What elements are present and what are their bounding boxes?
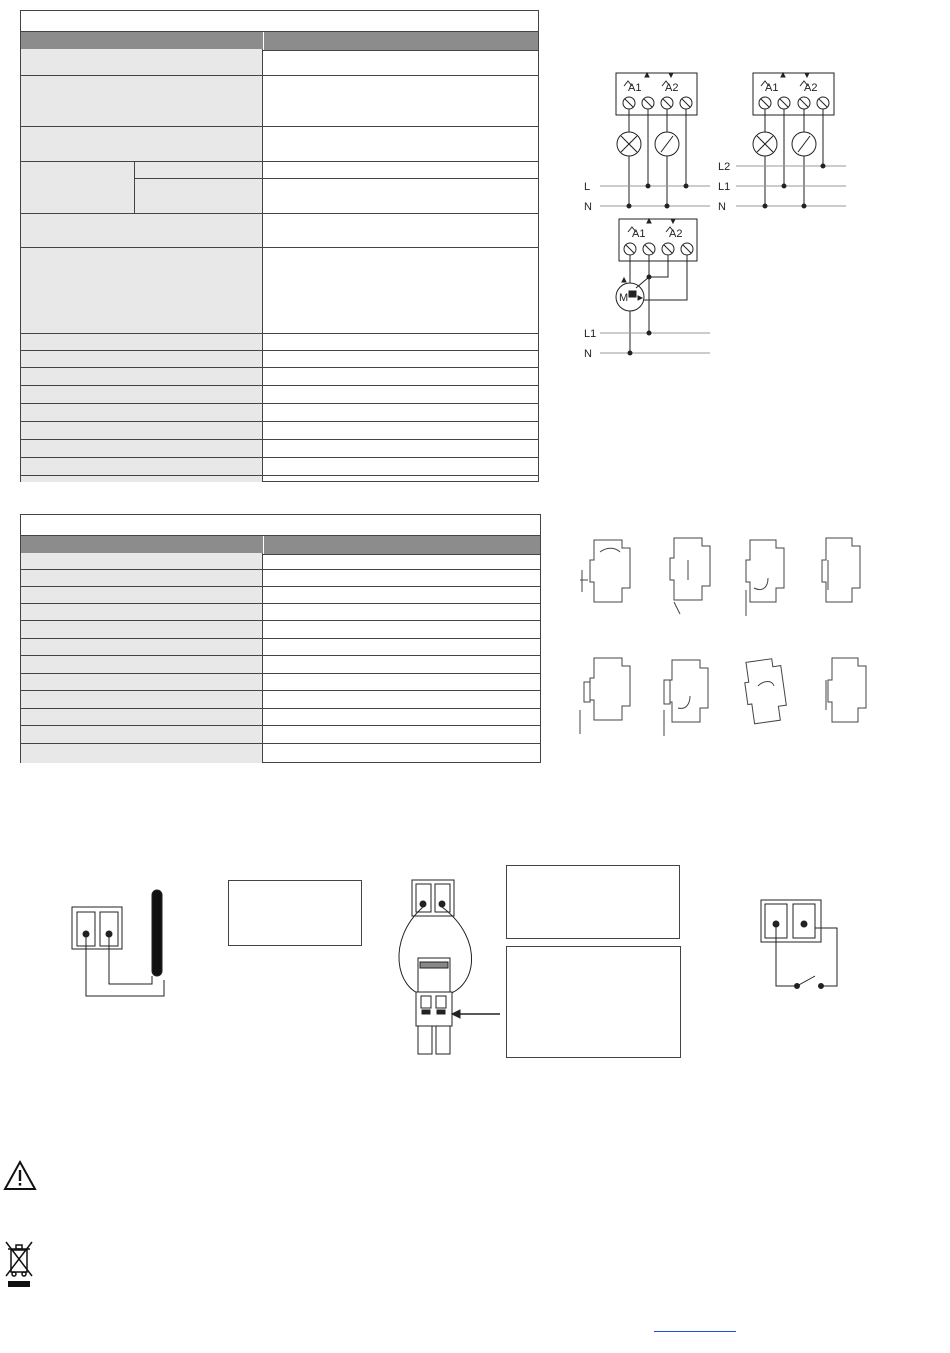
table-header (21, 31, 538, 51)
specification-table (20, 514, 541, 763)
note-box (506, 946, 681, 1058)
note-box (506, 865, 680, 939)
table-row (21, 386, 538, 404)
mounting-step-8 (826, 658, 866, 722)
crossed-bin-icon (2, 1238, 36, 1290)
terminal-label-a1: A1 (632, 228, 646, 240)
table-row (21, 674, 540, 691)
mounting-step-5 (580, 658, 630, 734)
table-row (21, 553, 540, 570)
table-row (21, 691, 540, 709)
mounting-step-6 (664, 660, 708, 736)
terminal-label-a1: A1 (628, 82, 642, 94)
table-row (21, 334, 538, 351)
table-row (21, 744, 540, 763)
motor-label: M (619, 292, 629, 304)
table-row (21, 49, 538, 76)
terminal-label-a1: A1 (765, 82, 779, 94)
table-row (21, 248, 538, 334)
table-row (21, 404, 538, 422)
table-row (21, 368, 538, 386)
table-row-group (21, 162, 263, 214)
mounting-step-7 (742, 658, 788, 725)
table-row (21, 458, 538, 476)
lighting-wiring-diagram (584, 73, 710, 213)
line-label-l2: L2 (718, 161, 731, 173)
line-label-n: N (584, 201, 592, 213)
note-box (228, 880, 362, 946)
technical-data-table (20, 10, 539, 482)
switch-connection-diagram (755, 890, 855, 1000)
website-link[interactable] (654, 1331, 736, 1332)
motor-wiring-diagram (584, 219, 710, 360)
line-label-n: N (584, 348, 592, 360)
line-label-n: N (718, 201, 726, 213)
table-row (21, 76, 538, 127)
bridge-module-diagram (396, 870, 506, 1060)
terminal-label-a2: A2 (669, 228, 683, 240)
line-label-l1: L1 (584, 328, 597, 340)
terminal-label-a2: A2 (665, 82, 679, 94)
table-row (21, 726, 540, 744)
table-row (21, 604, 540, 621)
mounting-step-4 (822, 538, 860, 602)
table-row (21, 476, 538, 482)
table-row (21, 587, 540, 604)
table-row (21, 214, 538, 248)
line-label-l1: L1 (718, 181, 731, 193)
table-row (21, 621, 540, 639)
mounting-step-1 (580, 540, 630, 602)
dual-line-wiring-diagram (718, 73, 846, 213)
mounting-step-2 (670, 538, 710, 614)
mounting-step-3 (746, 540, 784, 616)
table-row (21, 440, 538, 458)
wiring-diagrams (570, 60, 870, 370)
table-row (21, 570, 540, 587)
din-rail-mounting-steps (570, 530, 890, 750)
table-row (21, 351, 538, 368)
table-row (21, 709, 540, 726)
warning-triangle-icon (2, 1158, 38, 1194)
terminal-label-a2: A2 (804, 82, 818, 94)
table-row (21, 422, 538, 440)
table-row (21, 656, 540, 674)
table-row (21, 639, 540, 656)
table-header (21, 535, 540, 555)
table-row (21, 127, 538, 162)
sensor-connection-diagram (60, 880, 180, 1000)
line-label-l: L (584, 181, 591, 193)
